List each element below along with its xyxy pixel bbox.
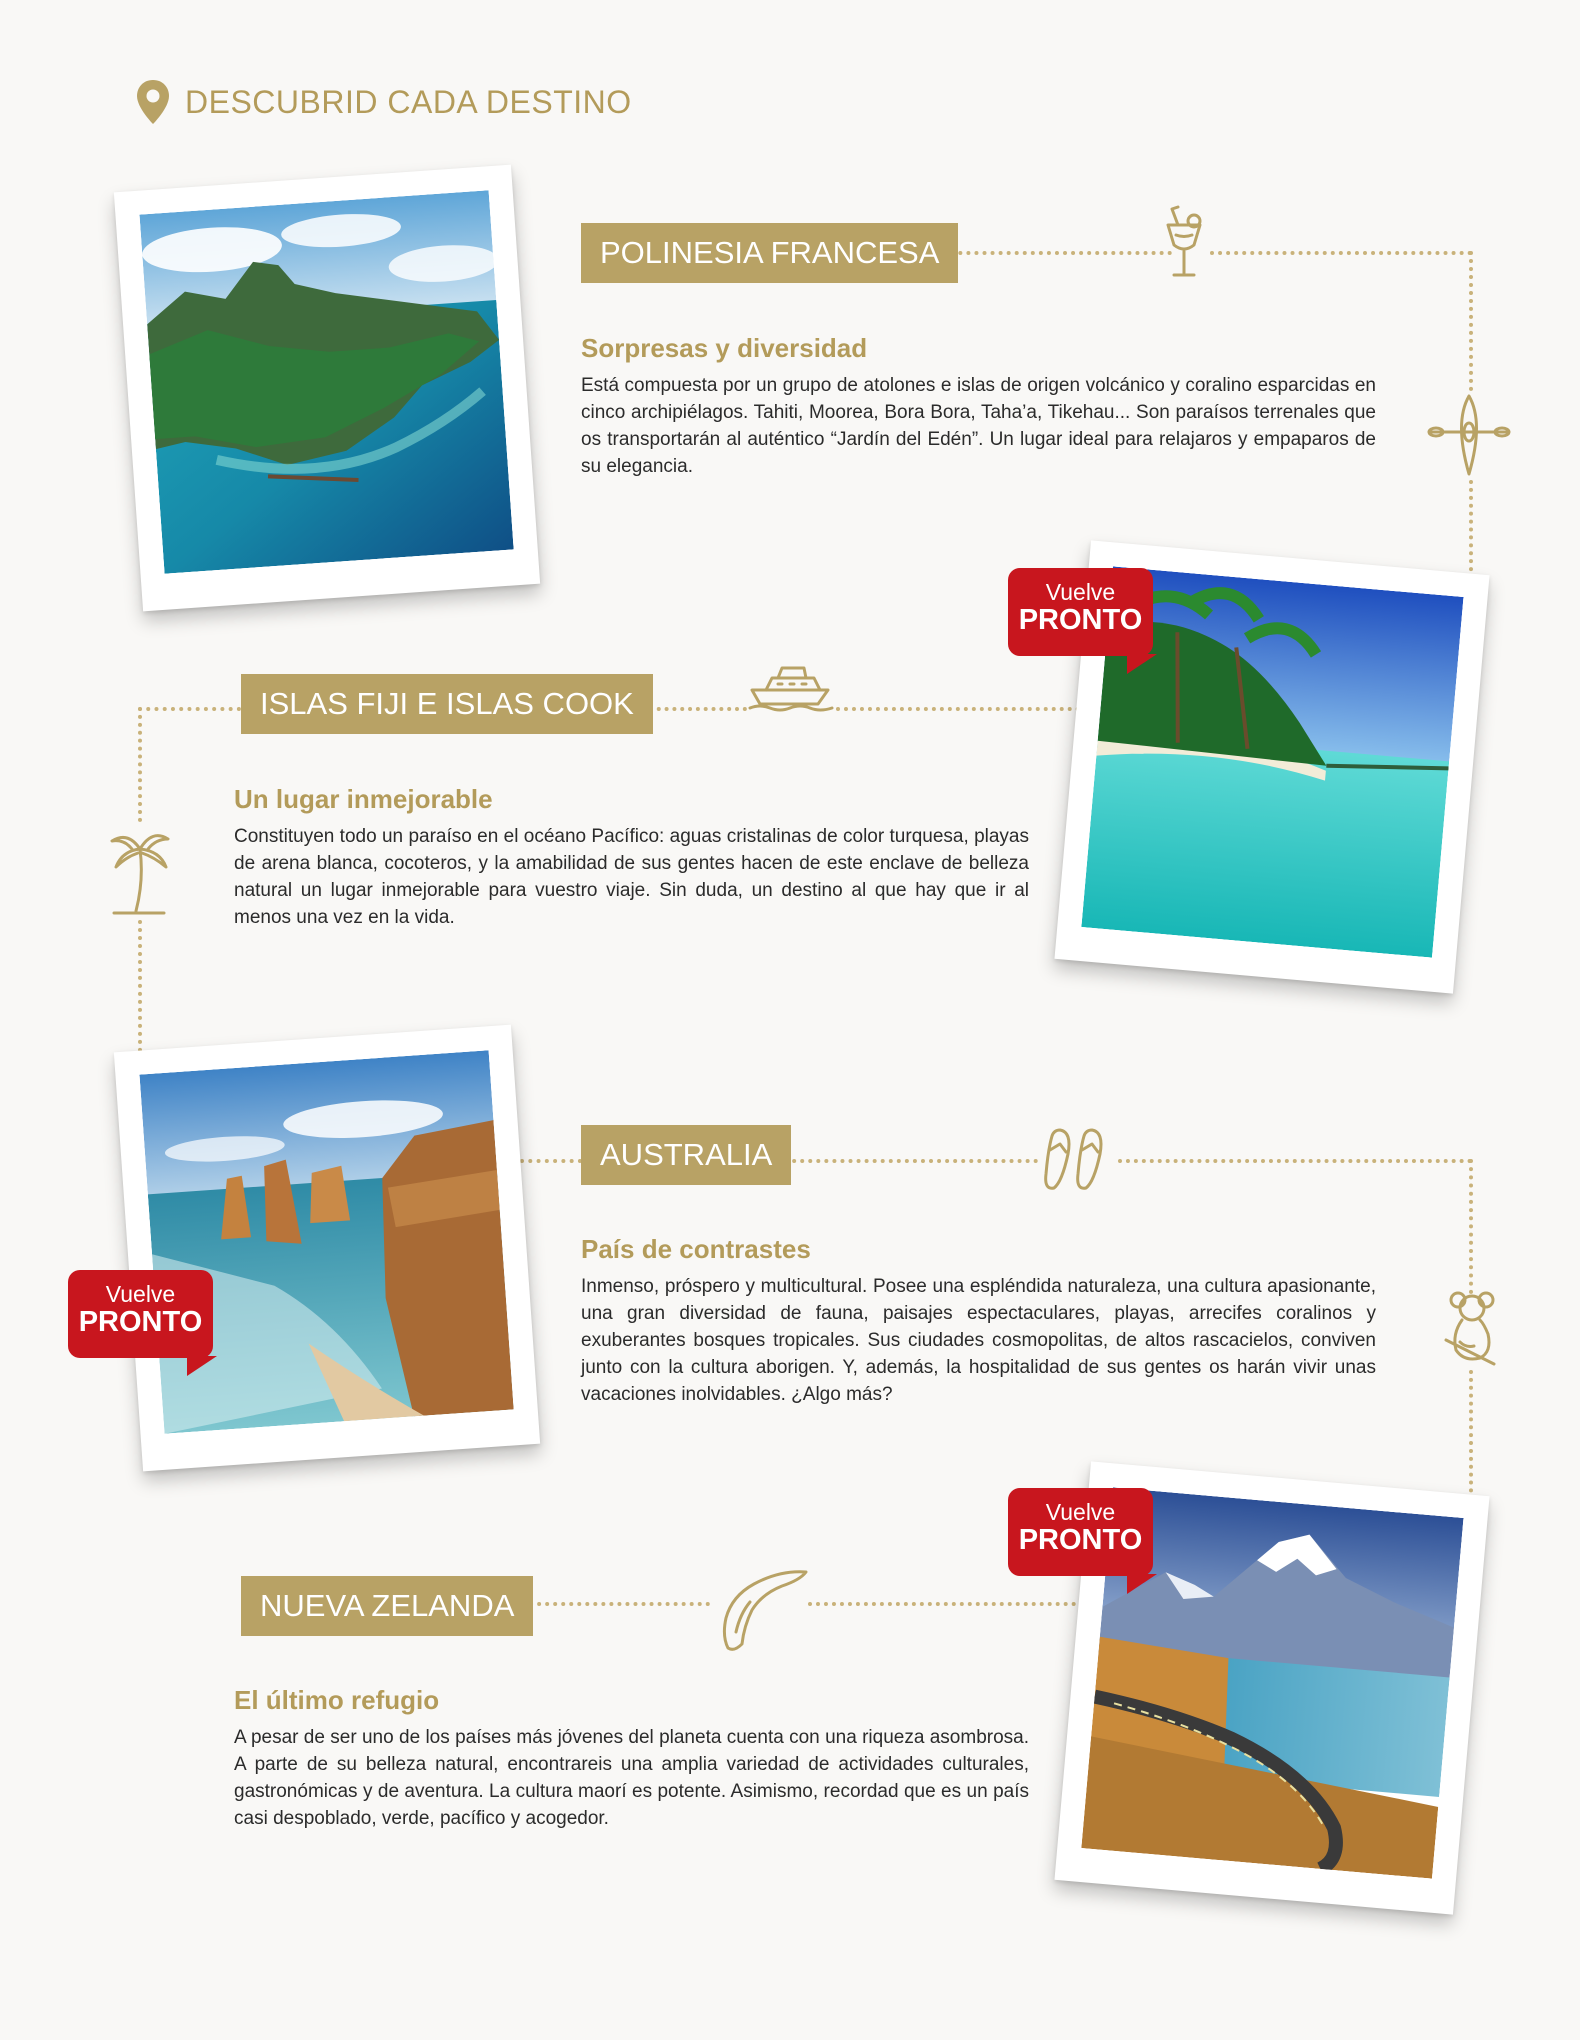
badge-line1: Vuelve (1045, 579, 1116, 605)
badge-tail (1127, 654, 1157, 674)
destination-label-fiji: ISLAS FIJI E ISLAS COOK (241, 674, 653, 734)
path-dots (768, 1159, 1038, 1163)
cocktail-icon (1162, 205, 1206, 281)
vuelve-pronto-badge (68, 1270, 213, 1358)
destination-label-nueva-zelanda: NUEVA ZELANDA (241, 1576, 533, 1636)
cruise-ship-icon (748, 660, 834, 712)
destination-description: Está compuesta por un grupo de atolones e islas de origen volcánico y coralino esparcidas en cinco archipiélagos. Tahiti, Moorea, Bora Bora, Taha’a, Tikehau... Son paraísos terrenales que os transportarán al auténtico “Jardín del Edén”. Un lugar ideal para relajaros y empaparos de su elegancia. (581, 375, 1376, 477)
badge-line2: PRONTO (1018, 1524, 1143, 1556)
vuelve-pronto-badge (1008, 568, 1153, 656)
destination-label-australia: AUSTRALIA (581, 1125, 791, 1185)
badge-line1: Vuelve (1045, 1499, 1116, 1525)
photo-image-polinesia (139, 190, 513, 574)
badge-line2: PRONTO (1018, 604, 1143, 636)
kayak-icon (1426, 392, 1512, 478)
destination-description: A pesar de ser uno de los países más jóvenes del planeta cuenta con una riqueza asombrosa. A parte de su belleza natural, encontrareis una amplia variedad de actividades culturales, gastronómicas y de aventura. La cultura maorí es potente. Asimismo, recordad que es un país casi despoblado, verde, pacífico y acogedor. (234, 1727, 1029, 1829)
path-dots (138, 707, 142, 822)
path-dots (505, 1602, 710, 1606)
koala-icon (1440, 1290, 1504, 1370)
path-dots (1469, 251, 1473, 391)
destination-description: Constituyen todo un paraíso en el océano Pacífico: aguas cristalinas de color turquesa, playas de arena blanca, cocoteros, y la amabilidad de sus gentes hacen de este enclave de belleza natural un lugar inmejorable para vuestro viaje. Sin duda, un destino al que hay que ir al menos una vez en la vida. (234, 826, 1029, 928)
flip-flops-icon (1040, 1126, 1116, 1192)
palm-tree-icon (108, 825, 172, 917)
path-dots (1118, 1159, 1472, 1163)
path-dots (836, 707, 1096, 711)
path-dots (1210, 251, 1472, 255)
path-dots (520, 1159, 582, 1163)
photo-image-australia (139, 1050, 513, 1434)
photo-australia (114, 1025, 540, 1472)
path-dots (138, 707, 241, 711)
boomerang-icon (720, 1566, 810, 1652)
destination-description: Inmenso, próspero y multicultural. Posee una espléndida naturaleza, una cultura apasionante, una gran diversidad de fauna, paisajes espectaculares, playas, arrecifes coralinos y exuberantes bosques tropicales. Sus ciudades cosmopolitas, de altos rascacielos, conviven junto con la cultura aborigen. Y, además, la hospitalidad de sus gentes os harán vivir unas vacaciones inolvidables. ¿Algo más? (581, 1276, 1376, 1405)
path-dots (138, 920, 142, 1060)
badge-line1: Vuelve (105, 1281, 176, 1307)
path-dots (808, 1602, 1100, 1606)
badge-tail (1127, 1574, 1157, 1594)
destination-subtitle: Un lugar inmejorable (234, 784, 493, 814)
location-pin-icon (135, 78, 171, 126)
page-title: DESCUBRID CADA DESTINO (185, 83, 632, 120)
section-header (135, 78, 632, 126)
destination-subtitle: El último refugio (234, 1685, 440, 1715)
badge-line2: PRONTO (78, 1306, 203, 1338)
photo-polinesia (114, 165, 540, 612)
path-dots (1469, 1159, 1473, 1294)
destination-label-polinesia: POLINESIA FRANCESA (581, 223, 958, 283)
badge-tail (187, 1356, 217, 1376)
vuelve-pronto-badge (1008, 1488, 1153, 1576)
destination-subtitle: País de contrastes (581, 1234, 811, 1264)
destination-subtitle: Sorpresas y diversidad (581, 333, 868, 363)
